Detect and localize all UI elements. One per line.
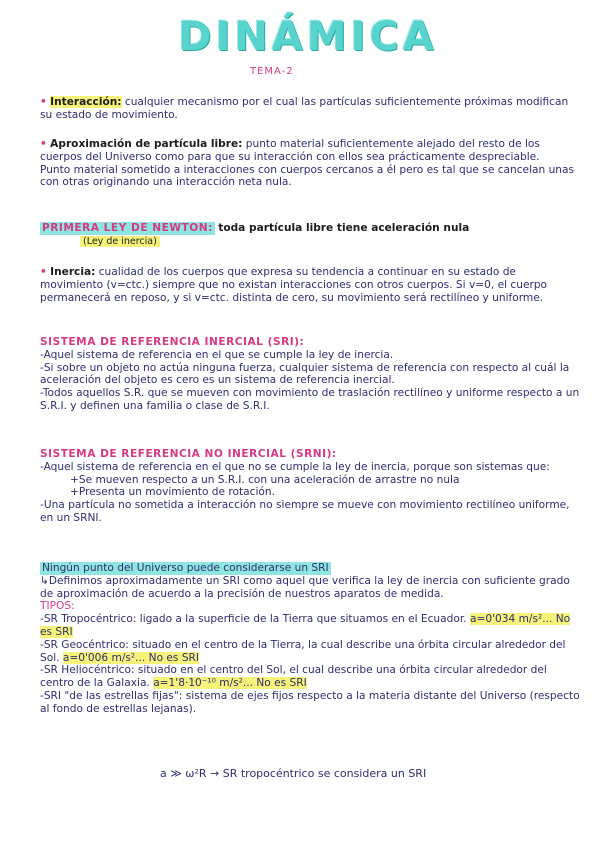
primera-ley-heading: PRIMERA LEY DE NEWTON:: [42, 222, 213, 234]
tipo-4-text: -SRI "de las estrellas fijas": sistema de ejes fijos respecto a la materia distante del Universo (respecto al fondo de estrellas lejanas).: [40, 689, 580, 715]
tipo-1-text: -SR Tropocéntrico: ligado a la superficie de la Tierra que situamos en el Ecuador.: [40, 613, 467, 626]
inercia-block: [40, 266, 580, 304]
tipo-3-text: -SR Heliocéntrico: situado en el centro del Sol, el cual describe una órbita circular alrededor del centro de la Galaxia.: [40, 664, 547, 690]
sri-line-2: -Si sobre un objeto no actúa ninguna fuerza, cualquier sistema de referencia con respecto al cuál la aceleración del objeto es cero es un sistema de referencia inercial.: [40, 361, 570, 387]
sri-line-1: -Aquel sistema de referencia en el que se cumple la ley de inercia.: [40, 348, 394, 361]
srni-line-4: -Una partícula no sometida a interacción no siempre se mueve con movimiento rectilíneo uniforme, en un SRNI.: [40, 499, 570, 524]
final-note: a ≫ ω²R → SR tropocéntrico se considera un SRI: [160, 767, 427, 780]
bullet-icon: •: [40, 266, 47, 278]
ningun-line-1: ↳Definimos aproximadamente un SRI como aquel que verifica la ley de inercia con suficiente grado de aproximación de acuerdo a la precisión de nuestros aparatos de medida.: [40, 574, 570, 600]
inercia-term: Inercia:: [50, 266, 96, 278]
sri-heading: SISTEMA DE REFERENCIA INERCIAL (SRI):: [40, 336, 305, 348]
srni-block: [40, 448, 580, 525]
aproximacion-block: [40, 138, 580, 189]
tipo-1-value: a=0'034 m/s²... No es SRI: [40, 613, 571, 638]
inercia-text: cualidad de los cuerpos que expresa su tendencia a continuar en su estado de movimiento (v=ctc.) siempre que no existan interacciones con otros cuerpos. Si v=0, el cuerpo permanecerá en reposo, y si v=ctc. distinta de cero, su movimiento será rectilíneo y uniforme.: [40, 266, 548, 304]
interaccion-block: [40, 96, 580, 122]
srni-heading: SISTEMA DE REFERENCIA NO INERCIAL (SRNI):: [40, 448, 337, 460]
sri-block: [40, 336, 580, 413]
ningun-heading: Ningún punto del Universo puede considerarse un SRI: [42, 562, 329, 574]
page-title: DINÁMICA: [178, 14, 438, 60]
tipo-2-text: -SR Geocéntrico: situado en el centro de la Tierra, la cual describe una órbita circular alrededor del Sol.: [40, 638, 566, 664]
srni-line-3: +Presenta un movimiento de rotación.: [70, 486, 275, 499]
srni-line-2: +Se mueven respecto a un S.R.I. con una aceleración de arrastre no nula: [70, 473, 460, 486]
primera-ley-text: toda partícula libre tiene aceleración nula: [218, 222, 470, 234]
tipo-2-value: a=0'006 m/s²... No es SRI: [62, 651, 200, 664]
aproximacion-text2: Punto material sometido a interacciones con cuerpos cercanos a él pero es tal que se cancelan unas con otras originando una interacción neta nula.: [40, 163, 575, 189]
aproximacion-text: punto material suficientemente alejado del resto de los cuerpos del Universo como para que su interacción con ellos sea prácticamente despreciable.: [40, 138, 540, 163]
tema-label: TEMA-2: [250, 66, 294, 77]
interaccion-term: Interacción:: [50, 96, 122, 108]
primera-ley-block: [40, 222, 580, 235]
tipo-3-value: a=1'8·10⁻¹⁰ m/s²... No es SRI: [153, 677, 307, 690]
tipos-label: TIPOS:: [40, 600, 75, 613]
srni-line-1: -Aquel sistema de referencia en el que no se cumple la ley de inercia, porque son sistemas que:: [40, 460, 550, 473]
sri-line-3: -Todos aquellos S.R. que se mueven con movimiento de traslación rectilíneo y uniforme respecto a un S.R.I. y definen una familia o clase de S.R.I.: [40, 387, 580, 412]
bullet-icon: •: [40, 138, 47, 150]
ningun-block: [40, 562, 580, 716]
bullet-icon: •: [40, 96, 47, 108]
interaccion-text: cualquier mecanismo por el cual las partículas suficientemente próximas modifican su estado de movimiento.: [40, 96, 569, 121]
aproximacion-term: Aproximación de partícula libre:: [50, 138, 243, 150]
ley-inercia-label: (Ley de inercia): [80, 236, 160, 247]
